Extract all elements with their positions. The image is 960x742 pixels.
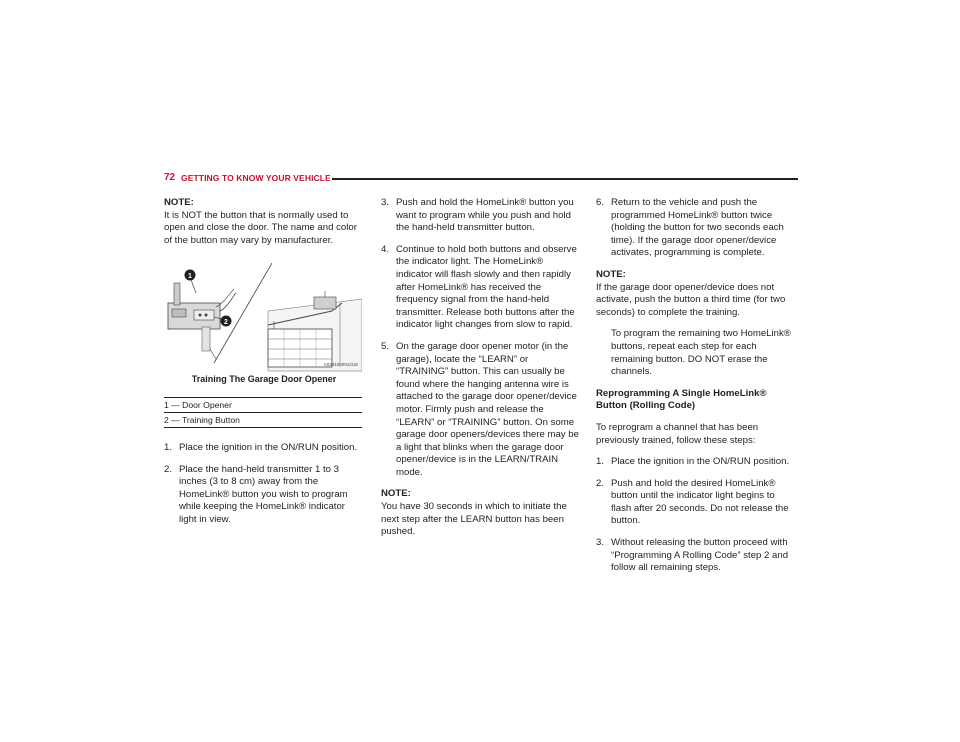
step-number: 6. bbox=[596, 197, 605, 208]
garage-opener-illustration bbox=[164, 263, 362, 373]
legend-row: 2 — Training Button bbox=[164, 413, 362, 428]
step-number: 3. bbox=[381, 197, 390, 208]
column-2 bbox=[381, 197, 581, 548]
step-text: Push and hold the desired HomeLink® button until the indicator light begins to flash after 20 seconds. Do not release the button. bbox=[611, 477, 789, 527]
column-1 bbox=[164, 197, 364, 536]
step-text: Push and hold the HomeLink® button you want to program while you push and hold the hand-held transmitter button. bbox=[396, 197, 574, 234]
step-text: Place the ignition in the ON/RUN position. bbox=[611, 456, 790, 468]
header-rule bbox=[332, 178, 798, 180]
step-text: On the garage door opener motor (in the garage), locate the “LEARN” or “TRAINING” button. This can usually be found where the hanging antenna wire is attached to the garage door opener/device motor. Firmly push and release the “LEARN” or “TRAINING” button. On some garage door openers/devices there may be a light that blinks when the garage door opener/device is in the LEARN/TRAIN mode. bbox=[396, 340, 579, 478]
list-item bbox=[596, 537, 796, 575]
figure-legend bbox=[164, 397, 362, 428]
step-number: 1. bbox=[164, 441, 173, 453]
list-item bbox=[596, 197, 796, 260]
step-number: 3. bbox=[596, 537, 605, 549]
step-text: Without releasing the button proceed with “Programming A Rolling Code” step 2 and follow all remaining steps. bbox=[611, 537, 789, 574]
column-3 bbox=[596, 197, 796, 584]
section-title: GETTING TO KNOW YOUR VEHICLE bbox=[181, 173, 331, 183]
step-number: 2. bbox=[164, 463, 173, 475]
list-item bbox=[596, 478, 796, 528]
step-text: Place the hand-held transmitter 1 to 3 inches (3 to 8 cm) away from the HomeLink® button you wish to program while keeping the HomeLink® indicator light in view. bbox=[179, 463, 348, 525]
figure-code: A0341000012US bbox=[323, 361, 358, 367]
step-text: Place the ignition in the ON/RUN position. bbox=[179, 441, 358, 453]
note-label: NOTE: bbox=[164, 197, 194, 208]
list-item bbox=[164, 442, 364, 455]
subheading: Reprogramming A Single HomeLink® Button (Rolling Code) bbox=[596, 387, 767, 412]
step-text: Return to the vehicle and push the programmed HomeLink® button twice (holding the button for two seconds each time). If the garage door opener/device activates, programming is complete. bbox=[611, 197, 784, 259]
indented-paragraph: To program the remaining two HomeLink® buttons, repeat each step for each remaining button. DO NOT erase the channels. bbox=[611, 328, 791, 378]
list-item bbox=[164, 464, 364, 527]
figure-caption: Training The Garage Door Opener bbox=[191, 374, 337, 385]
step-number: 4. bbox=[381, 243, 390, 255]
list-item bbox=[381, 244, 581, 332]
note-text: You have 30 seconds in which to initiate the next step after the LEARN button has been pushed. bbox=[381, 501, 567, 538]
note-label: NOTE: bbox=[596, 268, 626, 280]
note-text: It is NOT the button that is normally used to open and close the door. The name and color of the button may vary by manufacturer. bbox=[164, 209, 357, 246]
callout-2: 2 bbox=[224, 319, 228, 327]
note-text: If the garage door opener/device does not activate, push the button a third time (for two seconds) to complete the training. bbox=[596, 281, 786, 318]
note-label: NOTE: bbox=[381, 488, 411, 500]
step-number: 2. bbox=[596, 477, 605, 489]
step-text: Continue to hold both buttons and observe the indicator light. The HomeLink® indicator will flash slowly and then rapidly after HomeLink® has received the frequency signal from the hand-held transmitter. Release both buttons after the indicator light changes from slow to rapid. bbox=[396, 243, 577, 331]
step-number: 5. bbox=[381, 340, 390, 352]
step-number: 1. bbox=[596, 456, 605, 468]
list-item bbox=[381, 341, 581, 480]
garage-door-opener-figure bbox=[164, 263, 362, 373]
list-item bbox=[381, 197, 581, 235]
intro-text: To reprogram a channel that has been previously trained, follow these steps: bbox=[596, 421, 759, 446]
page-header bbox=[164, 172, 798, 186]
callout-1: 1 bbox=[188, 273, 192, 281]
list-item bbox=[596, 456, 796, 469]
legend-row: 1 — Door Opener bbox=[164, 398, 362, 413]
page-number: 72 bbox=[164, 172, 176, 183]
